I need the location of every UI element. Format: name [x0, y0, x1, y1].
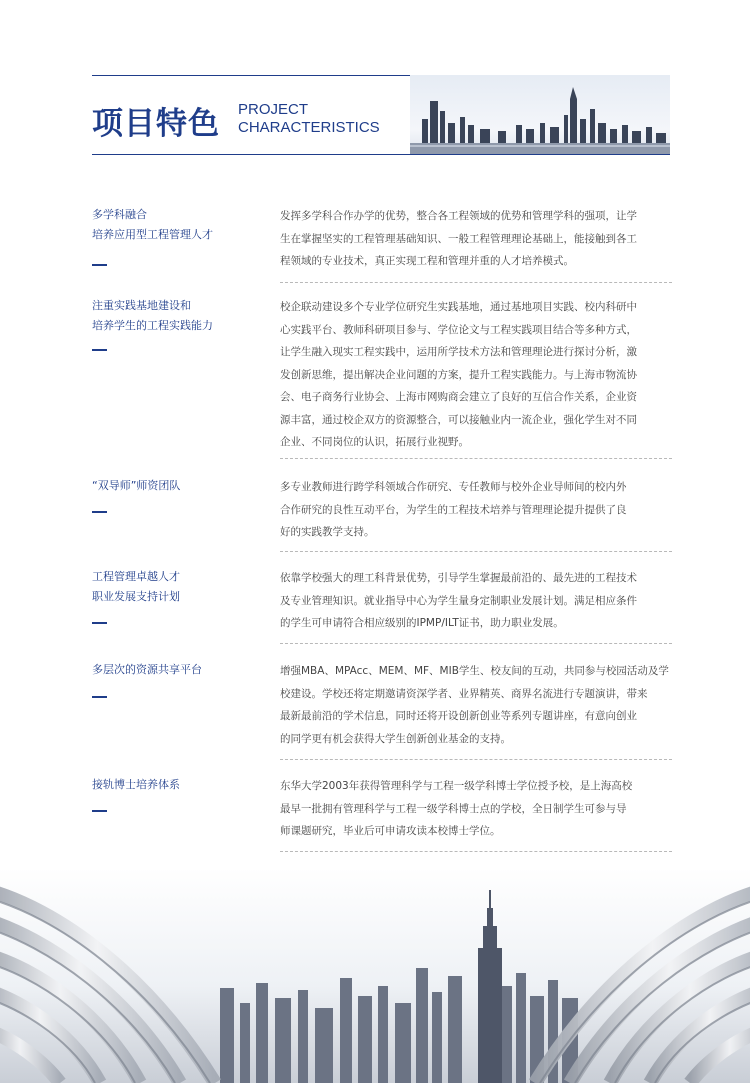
section-title-line: 多学科融合	[92, 208, 147, 221]
body-line: 生在掌握坚实的工程管理基础知识、一般工程管理理论基础上，能接触到各工	[280, 232, 637, 245]
city-skyline-header-image	[410, 75, 670, 154]
body-line: 最新最前沿的学术信息，同时还将开设创新创业等系列专题讲座，有意向创业	[280, 710, 637, 722]
page-subtitle-line2: CHARACTERISTICS	[238, 119, 380, 136]
body-line: 增强MBA、MPAcc、MEM、MF、MIB学生、校友间的互动，共同参与校园活动及学	[280, 665, 669, 677]
body-line: 多专业教师进行跨学科领域合作研究、专任教师与校外企业导师间的校内外	[280, 481, 627, 493]
section-title	[92, 205, 262, 245]
body-line: 好的实践教学支持。	[280, 526, 375, 538]
section-dash-marker	[92, 696, 107, 698]
page-title: 项目特色	[92, 106, 220, 142]
section-title-line: 多层次的资源共享平台	[92, 663, 202, 676]
body-line: 会、电子商务行业协会、上海市网购商会建立了良好的互信合作关系，企业资	[280, 391, 637, 403]
section-title	[92, 775, 262, 795]
section-separator	[280, 458, 672, 459]
section-dash-marker	[92, 810, 107, 812]
section-body	[280, 476, 672, 544]
body-line: 东华大学2003年获得管理科学与工程一级学科博士学位授予校，是上海高校	[280, 780, 633, 792]
body-line: 发创新思维，提出解决企业问题的方案，提升工程实践能力。与上海市物流协	[280, 368, 637, 381]
body-line: 的学生可申请符合相应级别的IPMP/ILT证书，助力职业发展。	[280, 617, 564, 629]
body-line: 师课题研究，毕业后可申请攻读本校博士学位。	[280, 825, 501, 837]
section-title	[92, 660, 262, 680]
section-separator	[280, 643, 672, 644]
header-bottom-rule	[92, 154, 670, 155]
section-dash-marker	[92, 511, 107, 513]
section-title-line: 工程管理卓越人才	[92, 570, 180, 583]
body-line: 校企联动建设多个专业学位研究生实践基地，通过基地项目实践、校内科研中	[280, 301, 637, 313]
section-dash-marker	[92, 622, 107, 624]
body-line: 的同学更有机会获得大学生创新创业基金的支持。	[280, 732, 511, 745]
section-title-line: 培养应用型工程管理人才	[92, 228, 213, 241]
section-body	[280, 775, 672, 843]
section-separator	[280, 851, 672, 852]
section-dash-marker	[92, 349, 107, 351]
body-line: 程领域的专业技术，真正实现工程和管理并重的人才培养模式。	[280, 255, 574, 267]
body-line: 依靠学校强大的理工科背景优势，引导学生掌握最前沿的、最先进的工程技术	[280, 572, 637, 584]
body-line: 企业、不同岗位的认识，拓展行业视野。	[280, 436, 469, 448]
section-title	[92, 296, 262, 336]
body-line: 源丰富，通过校企双方的资源整合，可以接触业内一流企业，强化学生对不同	[280, 413, 637, 426]
section-title-line: 培养学生的工程实践能力	[92, 319, 213, 332]
section-title	[92, 476, 262, 496]
section-body	[280, 296, 672, 454]
section-body	[280, 660, 672, 750]
body-line: 让学生融入现实工程实践中，运用所学技术方法和管理理论进行探讨分析，激	[280, 346, 637, 358]
body-line: 最早一批拥有管理科学与工程一级学科博士点的学校，全日制学生可参与导	[280, 802, 627, 815]
section-body	[280, 567, 672, 635]
header-top-rule	[92, 75, 410, 76]
section-separator	[280, 282, 672, 283]
section-separator	[280, 551, 672, 552]
body-line: 校建设。学校还将定期邀请资深学者、业界精英、商界名流进行专题演讲，带来	[280, 687, 648, 700]
body-line: 及专业管理知识。就业指导中心为学生量身定制职业发展计划。满足相应条件	[280, 594, 637, 607]
body-line: 发挥多学科合作办学的优势，整合各工程领域的优势和管理学科的强项，让学	[280, 210, 637, 222]
section-title-line: 接轨博士培养体系	[92, 778, 180, 791]
section-dash-marker	[92, 264, 107, 266]
architecture-city-bottom-image	[0, 868, 750, 1083]
section-title-line: 职业发展支持计划	[92, 590, 180, 603]
section-title-line: 注重实践基地建设和	[92, 299, 191, 312]
page-subtitle-line1: PROJECT	[238, 101, 309, 118]
body-line: 合作研究的良性互动平台，为学生的工程技术培养与管理理论提升提供了良	[280, 503, 627, 516]
section-separator	[280, 759, 672, 760]
page-subtitle	[238, 101, 380, 137]
section-title-line: “双导师”师资团队	[92, 479, 181, 492]
section-body	[280, 205, 672, 273]
section-title	[92, 567, 262, 607]
body-line: 心实践平台、教师科研项目参与、学位论文与工程实践项目结合等多种方式，	[280, 323, 637, 336]
